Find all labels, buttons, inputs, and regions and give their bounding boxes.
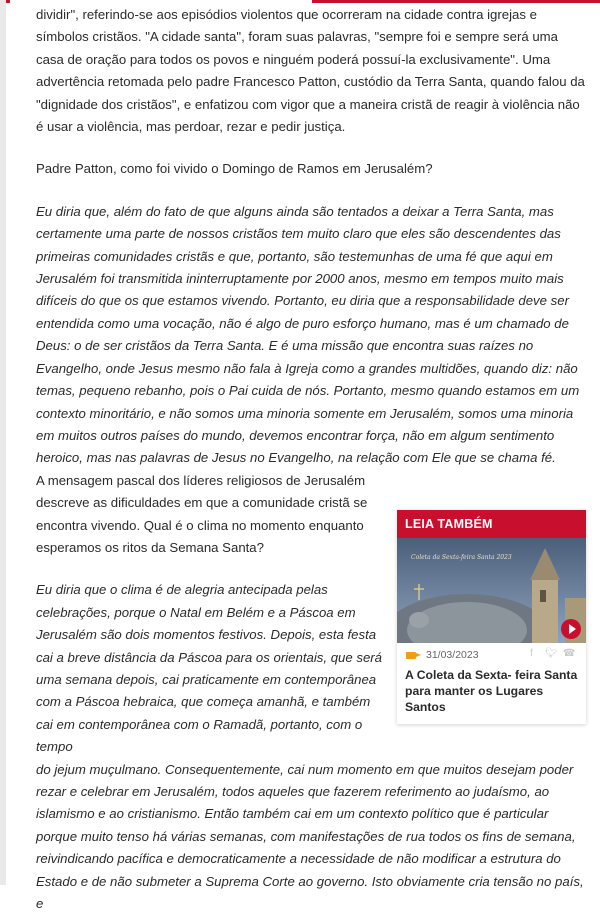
answer-2-part-1: Eu diria que o clima é de alegria antecipada pelas celebrações, porque o Natal em Belém e a Páscoa em Jerusalém são dois momentos festivos. Depois, esta festa cai a breve distância da Páscoa para os orientais, que será uma semana depois, cai praticamente em contemporânea com a Páscoa hebraica, que começa amanhã, e também cai em contemporânea com o Ramadã, portanto, com o tempo bbox=[36, 582, 383, 755]
related-title-link[interactable]: A Coleta da Sexta- feira Santa para manter os Lugares Santos bbox=[405, 668, 578, 714]
paragraph-intro: dividir", referindo-se aos episódios violentos que ocorreram na cidade contra igrejas e símbolos cristãos. "A cidade santa", foram suas palavras, "sempre foi e sempre será uma casa de oração para todos os povos e ninguém poderá possuí-la exclusivamente". Uma advertência retomada pelo padre Francesco Patton, custódio da Terra Santa, quando falou da "dignidade dos cristãos", e enfatizou com vigor que a maneira cristã de reagir à violência não é usar a violência, mas perdoar, rezar e pedir justiça. bbox=[36, 7, 585, 135]
play-icon[interactable] bbox=[561, 619, 581, 639]
related-thumbnail[interactable] bbox=[397, 538, 586, 643]
related-meta bbox=[397, 643, 586, 667]
question-2: A mensagem pascal dos líderes religiosos de Jerusalém descreve as dificuldades em que a comunidade cristã se encontra vivendo. Qual é o clima no momento enquanto esperamos os ritos da Semana Santa? bbox=[36, 472, 368, 555]
video-camera-icon bbox=[406, 652, 416, 659]
related-date: 31/03/2023 bbox=[426, 649, 479, 661]
whatsapp-icon[interactable]: ☎ bbox=[563, 648, 576, 659]
answer-2-part-2: do jejum muçulmano. Consequentemente, cai num momento em que muitos desejam poder rezar e celebrar em Jerusalém, todos aqueles que fazerem referimento ao judaísmo, ao islamismo e ao cristianismo. Então também cai em um contexto político que é particular porque muito tenso há várias semanas, com manifestações de rua todos os fins de semana, reivindicando pacífica e democraticamente a necessidade de não modificar a estrutura do Estado e de não submeter a Suprema Corte ao governo. Isto obviamente cria tensão no país, e bbox=[36, 761, 584, 912]
twitter-icon[interactable]: 🐦︎ bbox=[545, 648, 558, 659]
left-gutter bbox=[0, 0, 6, 885]
top-accent-segment bbox=[312, 0, 600, 3]
thumbnail-caption: Coleta da Sexta-feira Santa 2023 bbox=[411, 554, 512, 561]
related-article-box[interactable] bbox=[397, 510, 586, 724]
question-1: Padre Patton, como foi vivido o Domingo de Ramos em Jerusalém? bbox=[36, 161, 433, 177]
answer-1: Eu diria que, além do fato de que alguns ainda são tentados a deixar a Terra Santa, mas certamente uma parte de nossos cristãos tem muito claro que eles são descendentes das primeiras comunidades cristãs e que, portanto, são testemunhas de uma fé que aqui em Jerusalém foi transmitida ininterruptamente por 2000 anos, mesmo em tempos muito mais difíceis do que os que estamos vivendo. Portanto, eu diria que a responsabilidade deve ser entendida como uma vocação, não é algo de puro esforço humano, mas é um chamado de Deus: o de ser cristãos da Terra Santa. E é uma missão que encontra suas raízes no Evangelho, onde Jesus mesmo não fala à Igreja como a grandes multidões, quando diz: não temas, pequeno rebanho, pois o Pai cuida de nós. Portanto, mesmo quando estamos em um contexto minoritário, e não somos uma minoria somente em Jerusalém, somos uma minoria em muitos outros países do mundo, devemos encontrar força, não em algum sentimento heroico, mas nas palavras de Jesus no Evangelho, na relação com Ele que se chama fé. bbox=[36, 203, 580, 466]
facebook-icon[interactable]: f bbox=[530, 648, 533, 659]
article-body bbox=[36, 4, 586, 915]
related-heading: LEIA TAMBÉM bbox=[397, 510, 586, 538]
